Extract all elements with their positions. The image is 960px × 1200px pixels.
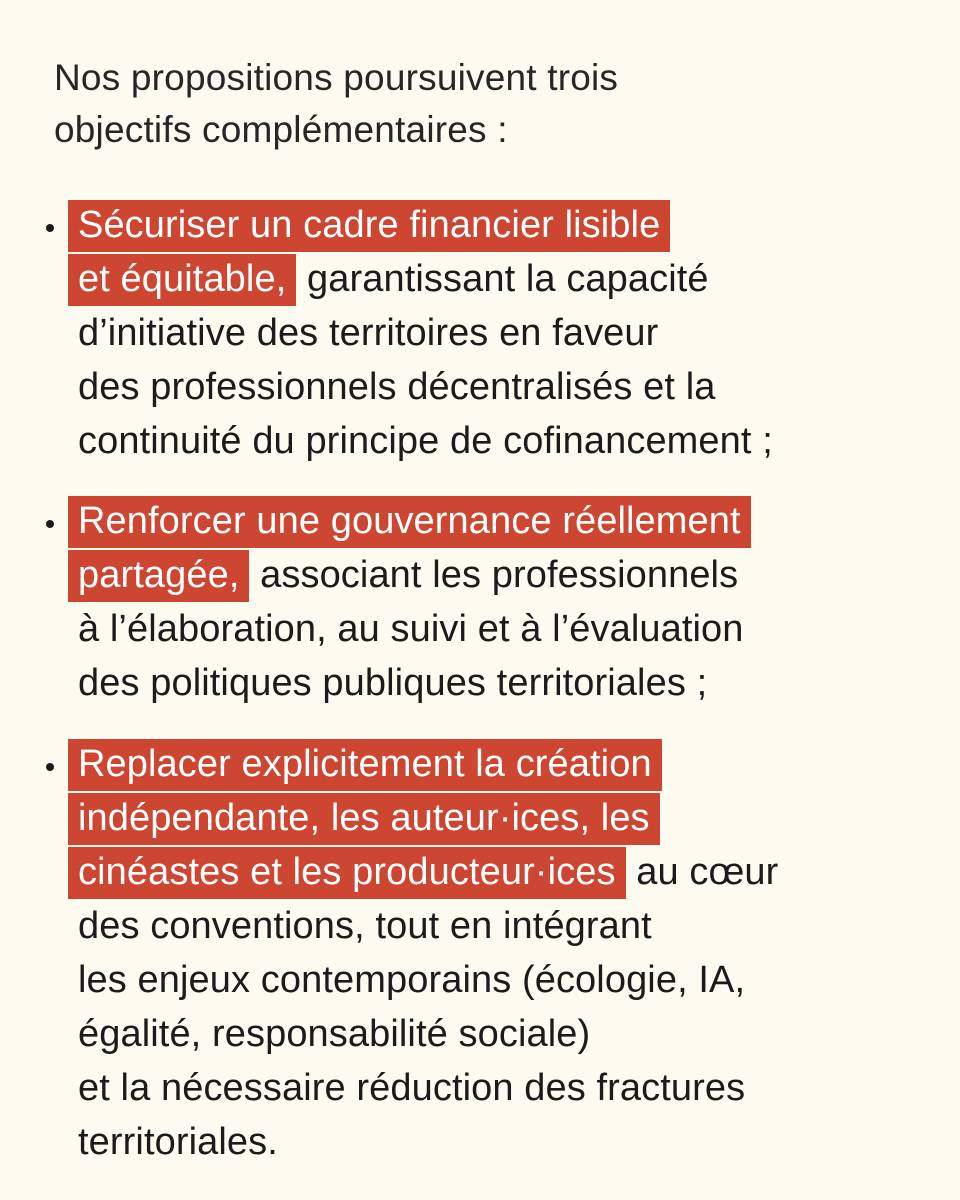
bullet-icon — [46, 520, 54, 528]
bullet-icon — [46, 224, 54, 232]
intro-line: objectifs complémentaires : — [54, 109, 508, 150]
list-item-text — [68, 737, 778, 1169]
list-item-text — [68, 198, 773, 468]
body-text: les enjeux contemporains (écologie, IA, — [78, 959, 746, 1001]
highlight-text: partagée, — [68, 550, 249, 602]
highlight-text: et équitable, — [68, 254, 296, 306]
highlight-text: Renforcer une gouvernance réellement — [68, 496, 751, 548]
bullet-icon — [46, 763, 54, 771]
body-text: des conventions, tout en intégrant — [78, 905, 652, 947]
body-text: continuité du principe de cofinancement ; — [78, 420, 773, 462]
highlight-text: Sécuriser un cadre financier lisible — [68, 200, 670, 252]
body-text: égalité, responsabilité sociale) — [78, 1013, 591, 1055]
body-text: des politiques publiques territoriales ; — [78, 662, 708, 704]
intro-paragraph — [54, 52, 874, 156]
body-text: et la nécessaire réduction des fractures — [78, 1067, 746, 1109]
body-text: d’initiative des territoires en faveur — [78, 312, 659, 354]
body-text: à l’élaboration, au suivi et à l’évaluation — [78, 608, 744, 650]
list-item-text — [68, 494, 751, 710]
highlight-text: Replacer explicitement la création — [68, 739, 662, 791]
body-text: au cœur — [625, 851, 779, 893]
body-text: garantissant la capacité — [296, 258, 709, 300]
intro-line: Nos propositions poursuivent trois — [54, 57, 619, 98]
highlight-text: cinéastes et les producteur·ices — [68, 847, 626, 899]
body-text: associant les professionnels — [249, 554, 739, 596]
body-text: territoriales. — [78, 1121, 278, 1163]
body-text: des professionnels décentralisés et la — [78, 366, 716, 408]
highlight-text: indépendante, les auteur·ices, les — [68, 793, 660, 845]
